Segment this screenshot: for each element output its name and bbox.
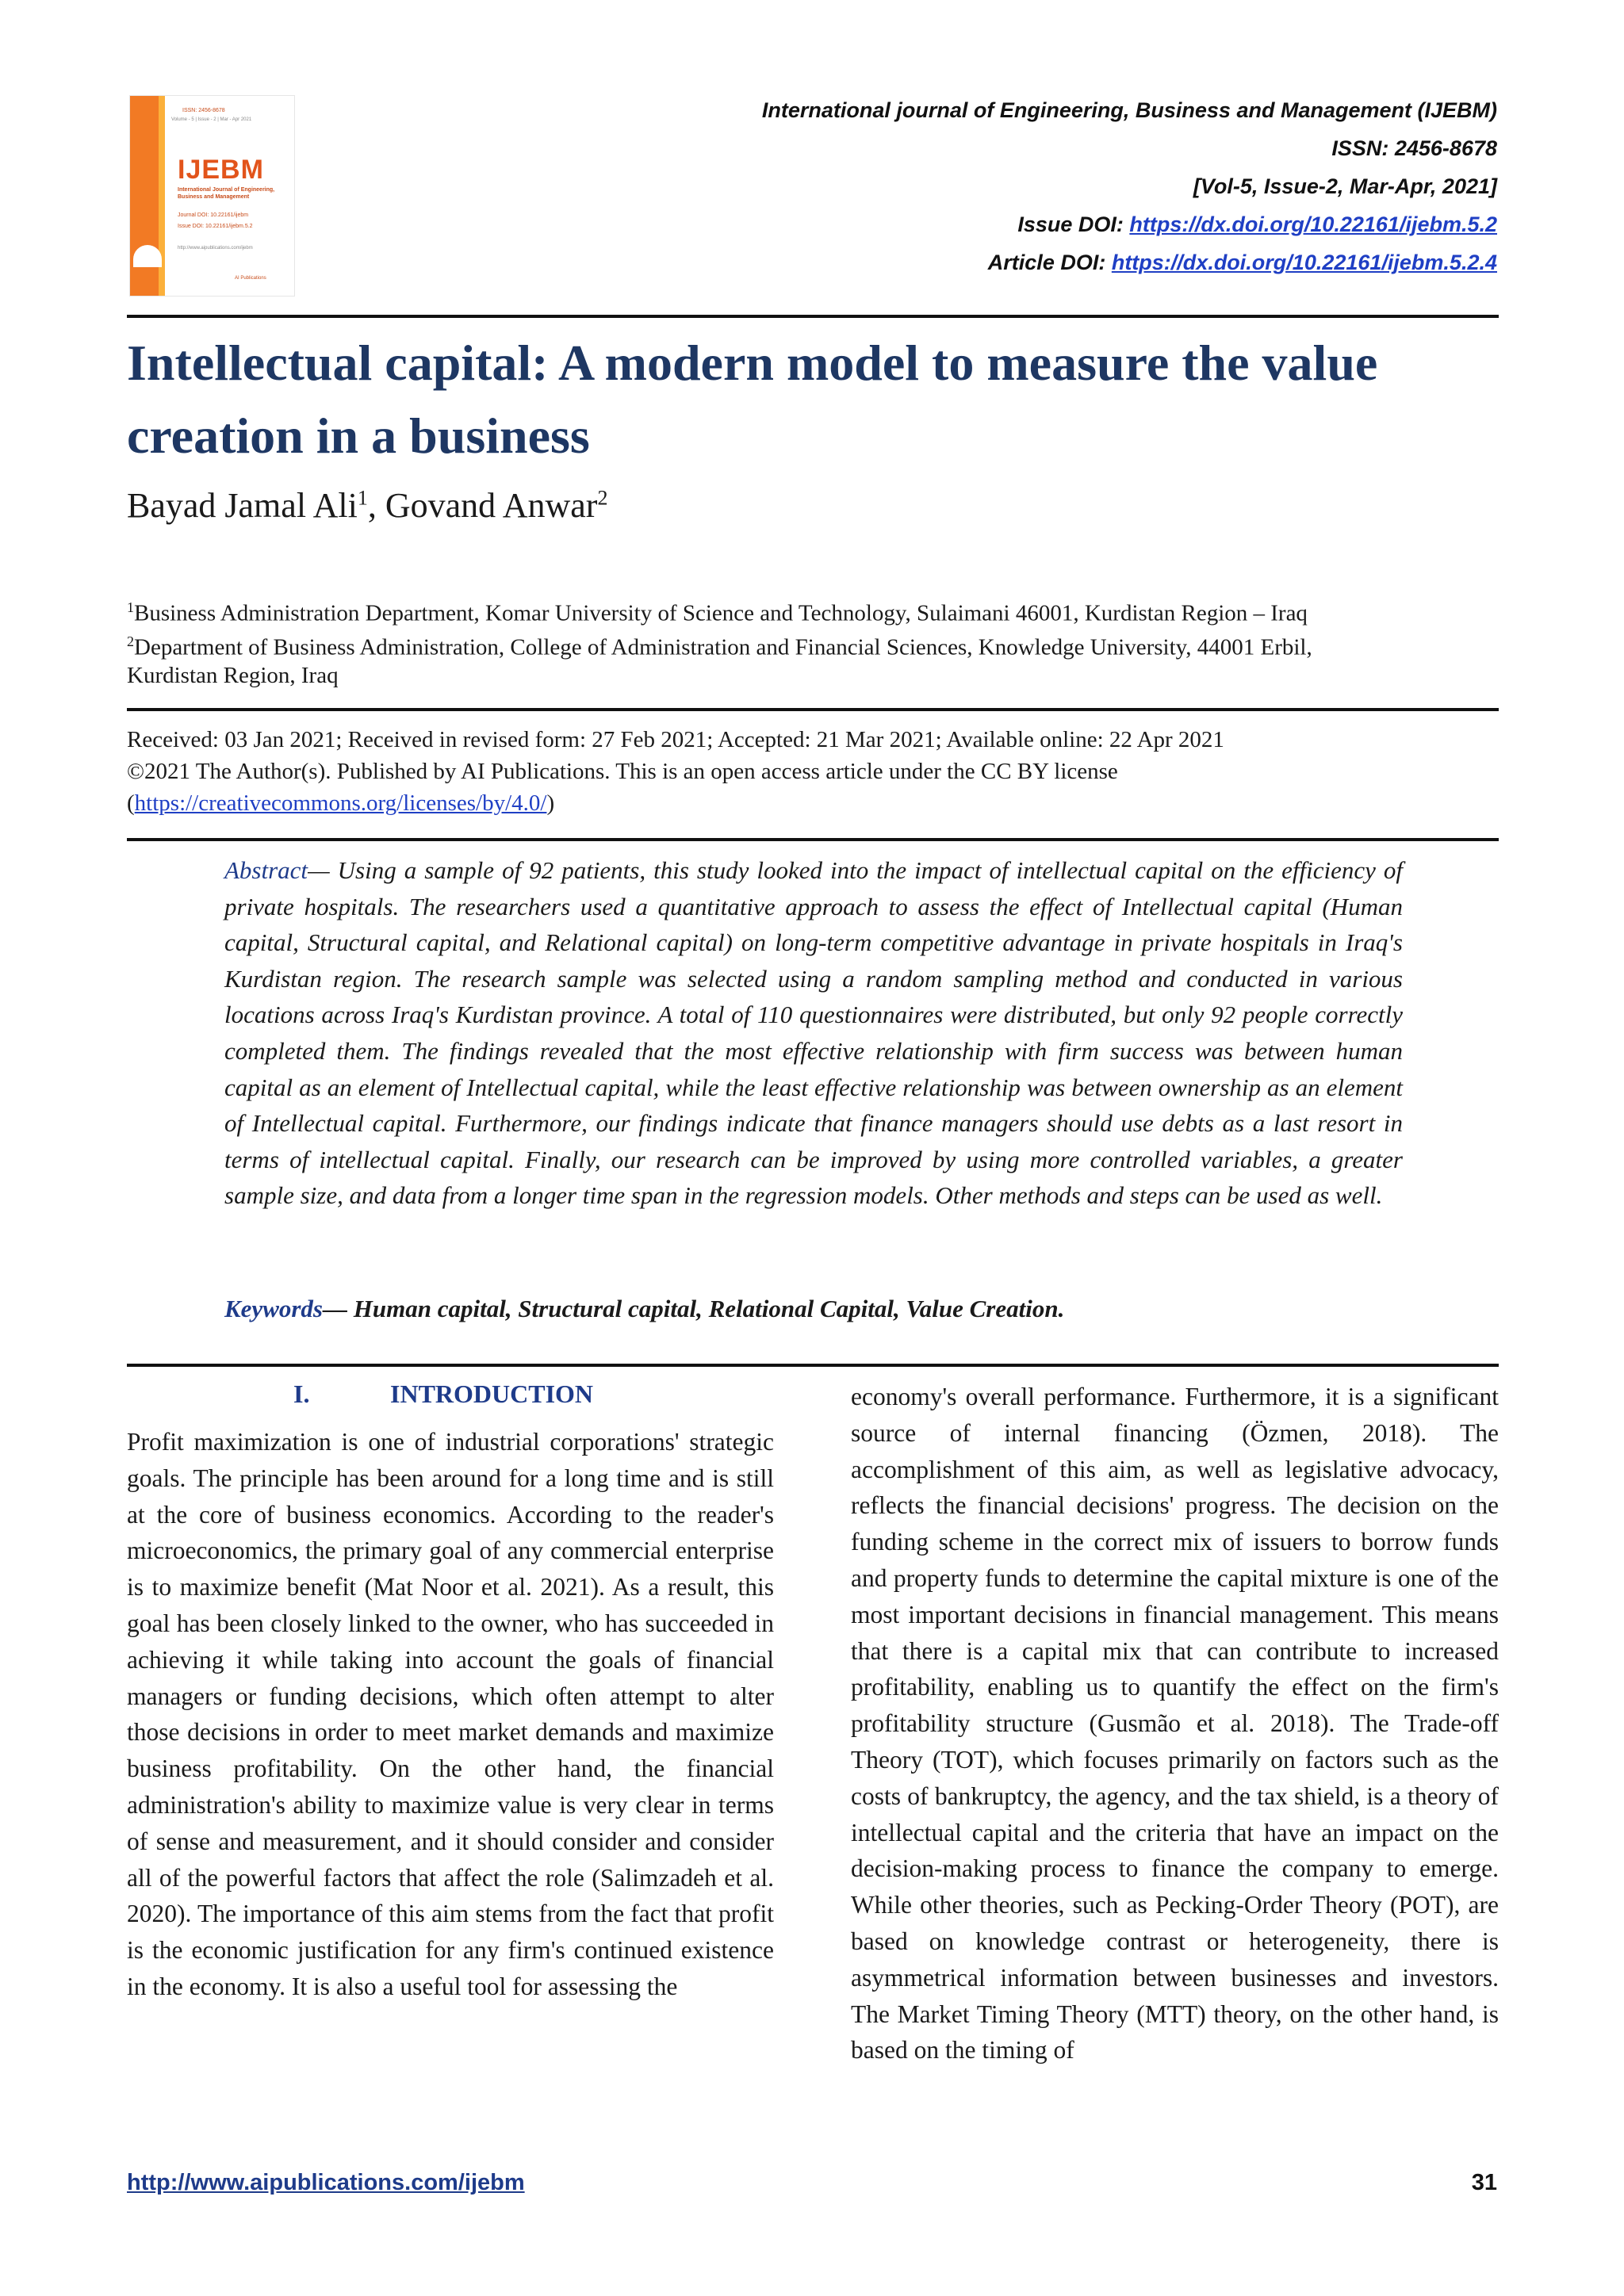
- journal-cover-logo: [129, 95, 295, 297]
- keywords-label: Keywords: [224, 1295, 323, 1322]
- cover-volume: Volume - 5 | Issue - 2 | Mar - Apr 2021: [171, 117, 252, 122]
- author-2-sup: 2: [597, 486, 608, 510]
- title-line-1: Intellectual capital: A modern model to measure the value: [127, 335, 1378, 391]
- affiliation-2-line-1: Department of Business Administration, College of Administration and Financial Sciences, Knowledge University, 44001 Erbil,: [134, 634, 1312, 660]
- affiliation-1-text: Business Administration Department, Komar University of Science and Technology, Sulaimani 46001, Kurdistan Region – Iraq: [134, 600, 1308, 626]
- cover-journal-name: International Journal of Engineering, Business and Management: [178, 187, 275, 200]
- cover-issn: ISSN: 2456-8678: [182, 108, 225, 113]
- author-sep: ,: [367, 486, 385, 525]
- info-divider: [127, 838, 1499, 841]
- article-doi-label: Article DOI:: [987, 251, 1112, 274]
- body-column-left: Profit maximization is one of industrial corporations' strategic goals. The principle has been around for a long time and is still at the core of business economics. According to the reader's microeconomics, the primary goal of any commercial enterprise is to maximize benefit (Mat Noor et al. 2021). As a result, this goal has been closely linked to the owner, who has succeeded in achieving it while taking into account the goals of financial managers or funding decisions, which often attempt to alter those decisions in order to meet market demands and maximize business profitability. On the other hand, the financial administration's ability to maximize value is very clear in terms of sense and measurement, and it should consider and consider all of the powerful factors that affect the role (Salimzadeh et al. 2020). The importance of this aim stems from the fact that profit is the economic justification for any firm's continued existence in the economy. It is also a useful tool for assessing the: [127, 1428, 774, 2000]
- abstract-label: Abstract: [224, 856, 308, 884]
- affiliation-2-line-2: Kurdistan Region, Iraq: [127, 663, 339, 688]
- keywords: [224, 1295, 1403, 1323]
- cover-logo-text: IJEBM: [178, 155, 264, 185]
- article-dates: Received: 03 Jan 2021; Received in revised form: 27 Feb 2021; Accepted: 21 Mar 2021; Available online: 22 Apr 2021: [127, 727, 1224, 752]
- abstract: [224, 852, 1403, 1214]
- affiliation-divider: [127, 708, 1499, 711]
- author-2: Govand Anwar: [385, 486, 598, 525]
- affiliation-2-sup: 2: [127, 633, 134, 649]
- cover-publisher: AI Publications: [235, 276, 266, 281]
- cover-journal-doi: Journal DOI: 10.22161/ijebm: [178, 212, 249, 218]
- header-volume: [Vol-5, Issue-2, Mar-Apr, 2021]: [1193, 174, 1497, 198]
- authors: [127, 485, 607, 526]
- cover-figure-icon: [133, 245, 162, 267]
- header-divider: [127, 315, 1499, 318]
- abstract-divider: [127, 1364, 1499, 1367]
- header-article-doi: [988, 251, 1497, 275]
- header-issue-doi: [1017, 212, 1497, 237]
- article-title: [127, 327, 1499, 473]
- section-number: I.: [293, 1380, 310, 1408]
- page-number: 31: [1471, 2170, 1497, 2195]
- issue-doi-link[interactable]: https://dx.doi.org/10.22161/ijebm.5.2: [1129, 212, 1497, 236]
- issue-doi-label: Issue DOI:: [1017, 212, 1130, 236]
- article-doi-link[interactable]: https://dx.doi.org/10.22161/ijebm.5.2.4: [1111, 251, 1497, 274]
- license-line: [127, 787, 1499, 819]
- author-1: Bayad Jamal Ali: [127, 486, 358, 525]
- affiliation-1-sup: 1: [127, 599, 134, 615]
- body-column-right: economy's overall performance. Furthermore, it is a significant source of internal financing (Özmen, 2018). The accomplishment of this aim, as well as legislative advocacy, reflects the financial decisions' progress. The decision on the funding scheme in the correct mix of issuers to borrow funds and property funds to determine the capital mixture is one of the most important decisions in financial management. This means that there is a capital mix that can contribute to increased profitability, enabling us to quantify the effect on the firm's profitability structure (Gusmão et al. 2018). The Trade-off Theory (TOT), which focuses primarily on factors such as the costs of bankruptcy, the agency, and the tax shield, is a theory of intellectual capital and the criteria that have an impact on the decision-making process to finance the company to emerge. While other theories, such as Pecking-Order Theory (POT), are based on knowledge contrast or heterogeneity, there is asymmetrical information between businesses and investors. The Market Timing Theory (MTT) theory, on the other hand, is based on the timing of: [851, 1383, 1499, 2064]
- license-link[interactable]: https://creativecommons.org/licenses/by/4.0/: [134, 790, 547, 816]
- cover-url: http://www.aipublications.com/ijebm: [178, 246, 253, 251]
- keywords-text: — Human capital, Structural capital, Relational Capital, Value Creation.: [323, 1295, 1065, 1322]
- license-open: (: [127, 790, 135, 816]
- license-close: ): [546, 790, 555, 816]
- header-journal: International journal of Engineering, Business and Management (IJEBM): [761, 98, 1497, 122]
- author-1-sup: 1: [357, 486, 368, 510]
- header-issn: ISSN: 2456-8678: [1331, 136, 1497, 160]
- cover-issue-doi: Issue DOI: 10.22161/ijebm.5.2: [178, 224, 253, 229]
- title-line-2: creation in a business: [127, 408, 590, 464]
- copyright-line: ©2021 The Author(s). Published by AI Publications. This is an open access article under the CC BY license: [127, 759, 1118, 784]
- footer-url-link[interactable]: http://www.aipublications.com/ijebm: [127, 2170, 525, 2195]
- section-title: INTRODUCTION: [390, 1380, 594, 1408]
- abstract-text: — Using a sample of 92 patients, this study looked into the impact of intellectual capital on the efficiency of private hospitals. The researchers used a quantitative approach to assess the effect of Intellectual capital (Human capital, Structural capital, and Relational capital) on long-term competitive advantage in private hospitals in Iraq's Kurdistan region. The research sample was selected using a random sampling method and conducted in various locations across Iraq's Kurdistan province. A total of 110 questionnaires were distributed, but only 92 people correctly completed them. The findings revealed that the most effective relationship with firm success was between human capital as an element of Intellectual capital, while the least effective relationship was between ownership as an element of Intellectual capital. Furthermore, our findings indicate that finance managers should use debts as a last resort in terms of intellectual capital. Finally, our research can be improved by using more controlled variables, a greater sample size, and data from a longer time span in the regression models. Other methods and steps can be used as well.: [224, 856, 1403, 1210]
